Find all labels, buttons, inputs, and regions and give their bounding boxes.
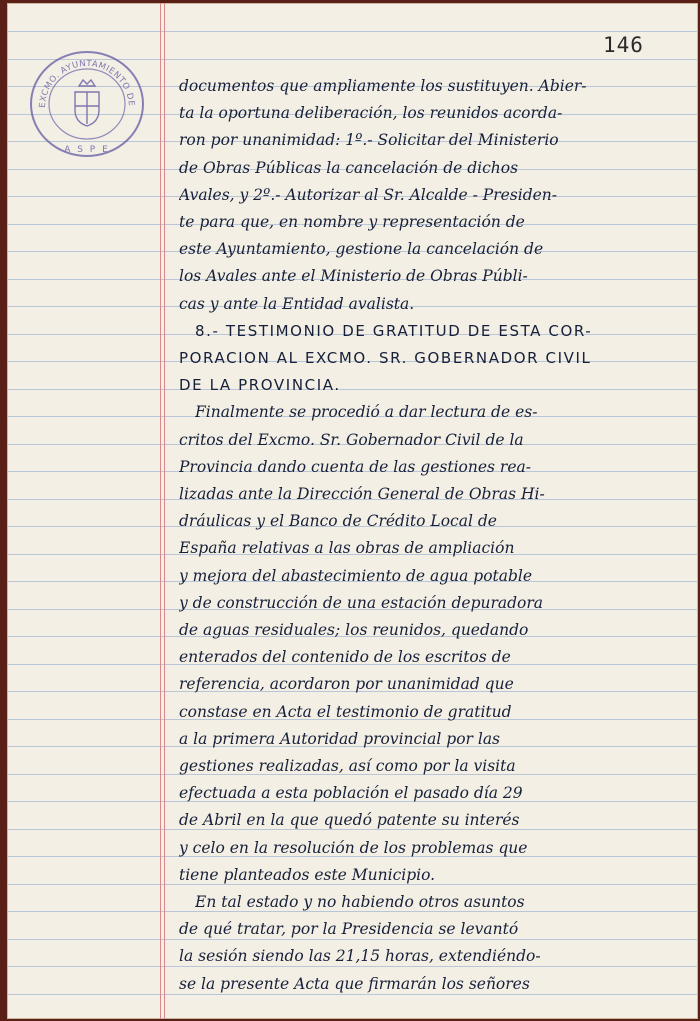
text-line: Avales, y 2º.- Autorizar al Sr. Alcalde - Presiden- xyxy=(179,186,558,204)
text-line: los Avales ante el Ministerio de Obras Públi- xyxy=(179,267,528,285)
text-line: y celo en la resolución de los problemas que xyxy=(179,839,528,857)
text-line: En tal estado y no habiendo otros asuntos xyxy=(195,893,525,911)
svg-text:EXCMO. AYUNTAMIENTO DE: EXCMO. AYUNTAMIENTO DE xyxy=(37,58,137,109)
text-line: ron por unanimidad: 1º.- Solicitar del Ministerio xyxy=(179,131,559,149)
text-line: lizadas ante la Dirección General de Obras Hi- xyxy=(179,485,545,503)
text-line: de Abril en la que quedó patente su interés xyxy=(179,811,520,829)
page-number: 146 xyxy=(603,33,644,57)
text-line: efectuada a esta población el pasado día 29 xyxy=(179,784,523,802)
text-line: este Ayuntamiento, gestione la cancelación de xyxy=(179,240,544,258)
text-line: enterados del contenido de los escritos de xyxy=(179,648,511,666)
text-line: referencia, acordaron por unanimidad que xyxy=(179,675,514,693)
text-line: y de construcción de una estación depuradora xyxy=(179,594,544,612)
text-line: 8.- TESTIMONIO DE GRATITUD DE ESTA COR- xyxy=(195,322,593,340)
document-page xyxy=(7,3,698,1019)
coat-of-arms-icon xyxy=(75,80,99,126)
text-line: a la primera Autoridad provincial por las xyxy=(179,730,501,748)
text-line: PORACION AL EXCMO. SR. GOBERNADOR CIVIL xyxy=(179,349,592,367)
text-line: dráulicas y el Banco de Crédito Local de xyxy=(179,512,497,530)
text-line: Provincia dando cuenta de las gestiones rea- xyxy=(179,458,531,476)
text-line: de aguas residuales; los reunidos, quedando xyxy=(179,621,529,639)
text-line: te para que, en nombre y representación de xyxy=(179,213,525,231)
text-line: la sesión siendo las 21,15 horas, extendiéndo- xyxy=(179,947,541,965)
text-line: de Obras Públicas la cancelación de dichos xyxy=(179,159,519,177)
text-line: y mejora del abastecimiento de agua potable xyxy=(179,567,533,585)
text-line: Finalmente se procedió a dar lectura de es- xyxy=(195,403,538,421)
text-line: tiene planteados este Municipio. xyxy=(179,866,436,884)
text-line: España relativas a las obras de ampliación xyxy=(179,539,515,557)
text-line: ta la oportuna deliberación, los reunidos acorda- xyxy=(179,104,563,122)
text-line: constase en Acta el testimonio de gratitud xyxy=(179,703,512,721)
text-line: DE LA PROVINCIA. xyxy=(179,376,341,394)
text-line: documentos que ampliamente los sustituyen. Abier- xyxy=(179,77,587,95)
margin-line-left xyxy=(160,3,161,1019)
text-line: se la presente Acta que firmarán los señores xyxy=(179,975,530,993)
ruled-line xyxy=(7,31,698,32)
municipal-seal-stamp xyxy=(27,48,147,160)
text-line: cas y ante la Entidad avalista. xyxy=(179,295,415,313)
text-line: critos del Excmo. Sr. Gobernador Civil de la xyxy=(179,431,524,449)
margin-line-right xyxy=(164,3,165,1019)
text-line: gestiones realizadas, así como por la visita xyxy=(179,757,516,775)
text-line: de qué tratar, por la Presidencia se levantó xyxy=(179,920,519,938)
svg-text:A S P E: A S P E xyxy=(64,145,110,155)
